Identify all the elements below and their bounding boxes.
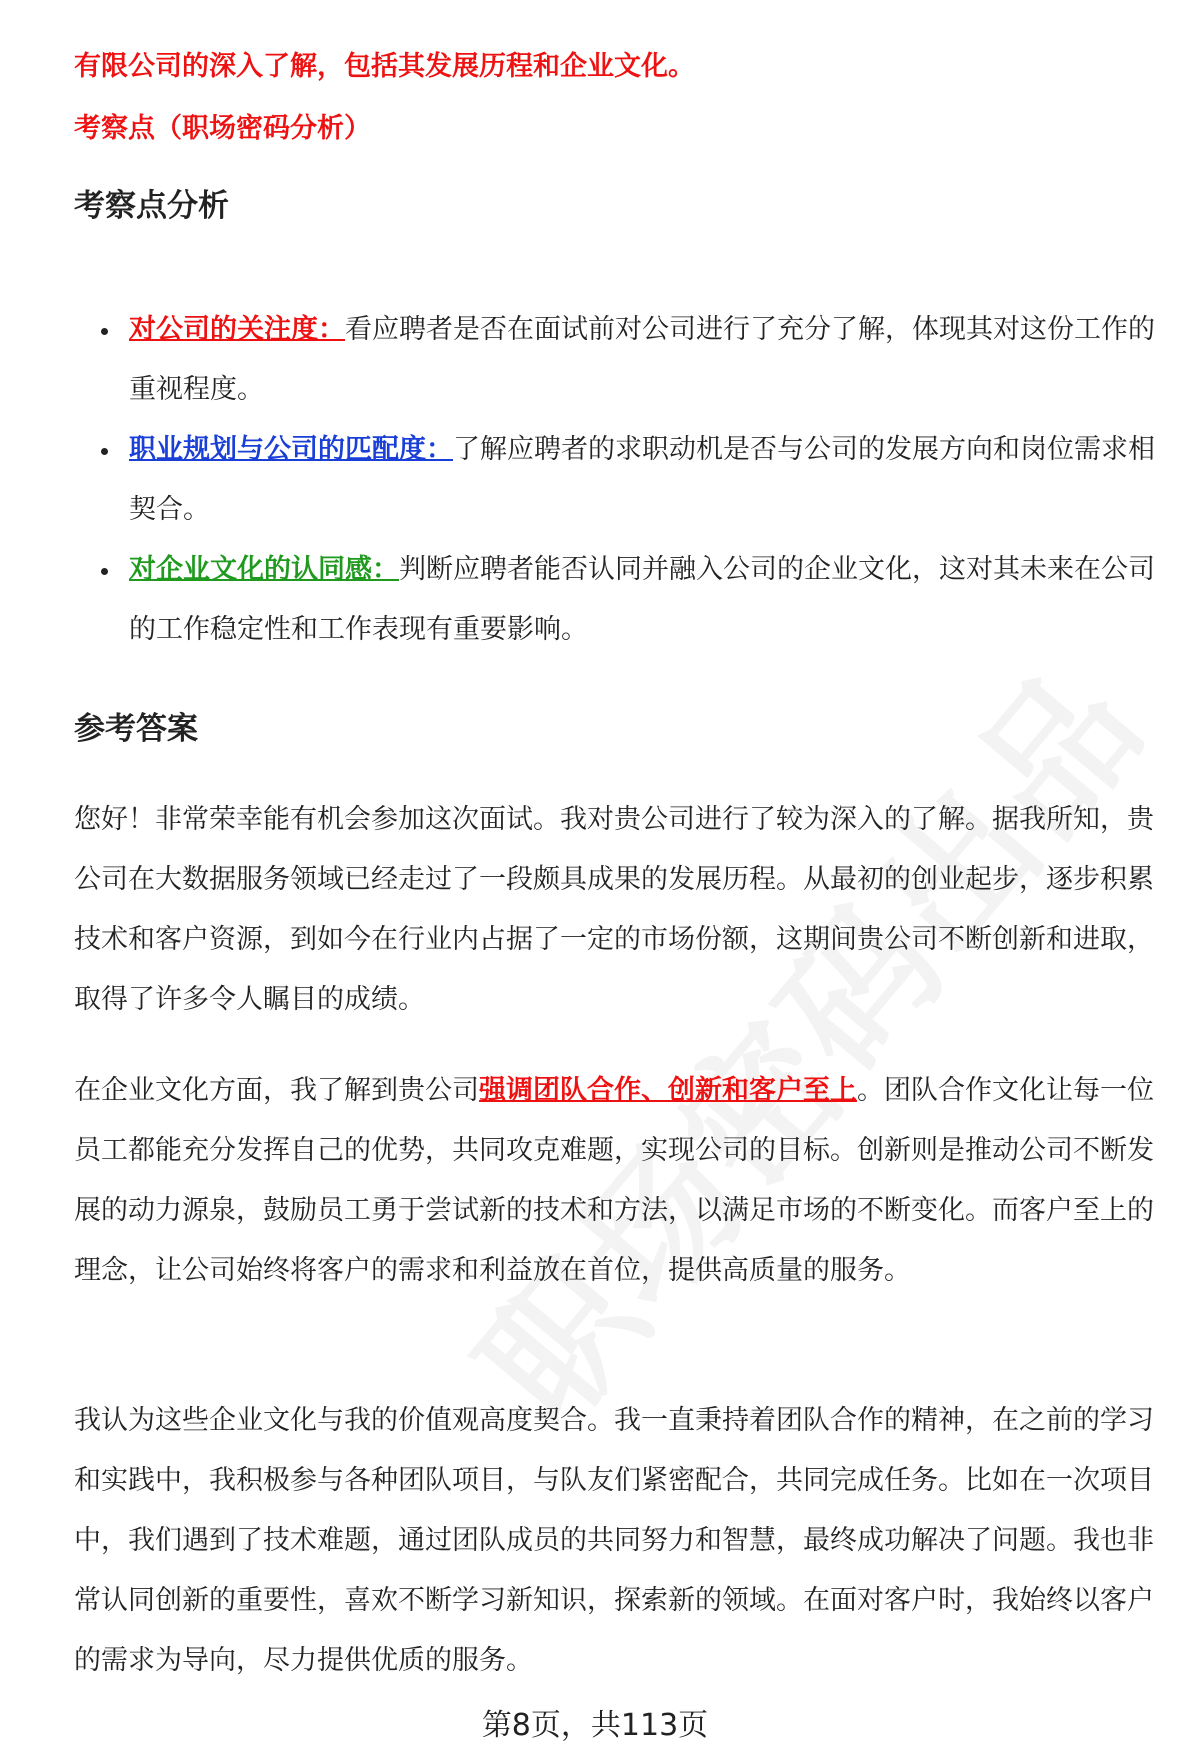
analysis-item <box>74 420 1159 540</box>
intro-line: 有限公司的深入了解，包括其发展历程和企业文化。 <box>74 51 695 82</box>
answer-paragraph-1: 您好！非常荣幸能有机会参加这次面试。我对贵公司进行了较为深入的了解。据我所知，贵公司在大数据服务领域已经走过了一段颇具成果的发展历程。从最初的创业起步，逐步积累技术和客户资源，到如今在行业内占据了一定的市场份额，这期间贵公司不断创新和进取，取得了许多令人瞩目的成绩。 <box>74 804 1154 1015</box>
analysis-keyword: 对公司的关注度： <box>129 314 345 345</box>
answer-paragraph-2 <box>74 1061 1159 1301</box>
analysis-text: 了解应聘者的求职动机是否与公司的发展方向和岗位需求相契合。 <box>129 434 1155 525</box>
analysis-text: 判断应聘者能否认同并融入公司的企业文化，这对其未来在公司的工作稳定性和工作表现有重要影响。 <box>129 554 1155 645</box>
bullet-icon <box>101 328 108 335</box>
answer-heading: 参考答案 <box>74 711 198 747</box>
page-number: 第8页，共113页 <box>481 1708 709 1743</box>
p2-text-before: 在企业文化方面，我了解到贵公司 <box>74 1075 479 1106</box>
analysis-list <box>74 300 1159 660</box>
exam-point-label: 考察点（职场密码分析） <box>74 113 371 144</box>
bullet-icon <box>101 568 108 575</box>
analysis-text: 看应聘者是否在面试前对公司进行了充分了解，体现其对这份工作的重视程度。 <box>129 314 1155 405</box>
p2-text-after: 。团队合作文化让每一位员工都能充分发挥自己的优势，共同攻克难题，实现公司的目标。创新则是推动公司不断发展的动力源泉，鼓励员工勇于尝试新的技术和方法，以满足市场的不断变化。而客户至上的理念，让公司始终将客户的需求和利益放在首位，提供高质量的服务。 <box>74 1075 1154 1286</box>
analysis-keyword: 对企业文化的认同感： <box>129 554 399 585</box>
p2-highlight: 强调团队合作、创新和客户至上 <box>479 1075 857 1106</box>
bullet-icon <box>101 448 108 455</box>
answer-paragraph-3: 我认为这些企业文化与我的价值观高度契合。我一直秉持着团队合作的精神，在之前的学习和实践中，我积极参与各种团队项目，与队友们紧密配合，共同完成任务。比如在一次项目中，我们遇到了技术难题，通过团队成员的共同努力和智慧，最终成功解决了问题。我也非常认同创新的重要性，喜欢不断学习新知识，探索新的领域。在面对客户时，我始终以客户的需求为导向，尽力提供优质的服务。 <box>74 1405 1154 1676</box>
analysis-item <box>74 540 1159 660</box>
watermark <box>422 615 1181 1462</box>
analysis-item <box>74 300 1159 420</box>
analysis-keyword: 职业规划与公司的匹配度： <box>129 434 453 465</box>
analysis-heading: 考察点分析 <box>74 188 229 224</box>
